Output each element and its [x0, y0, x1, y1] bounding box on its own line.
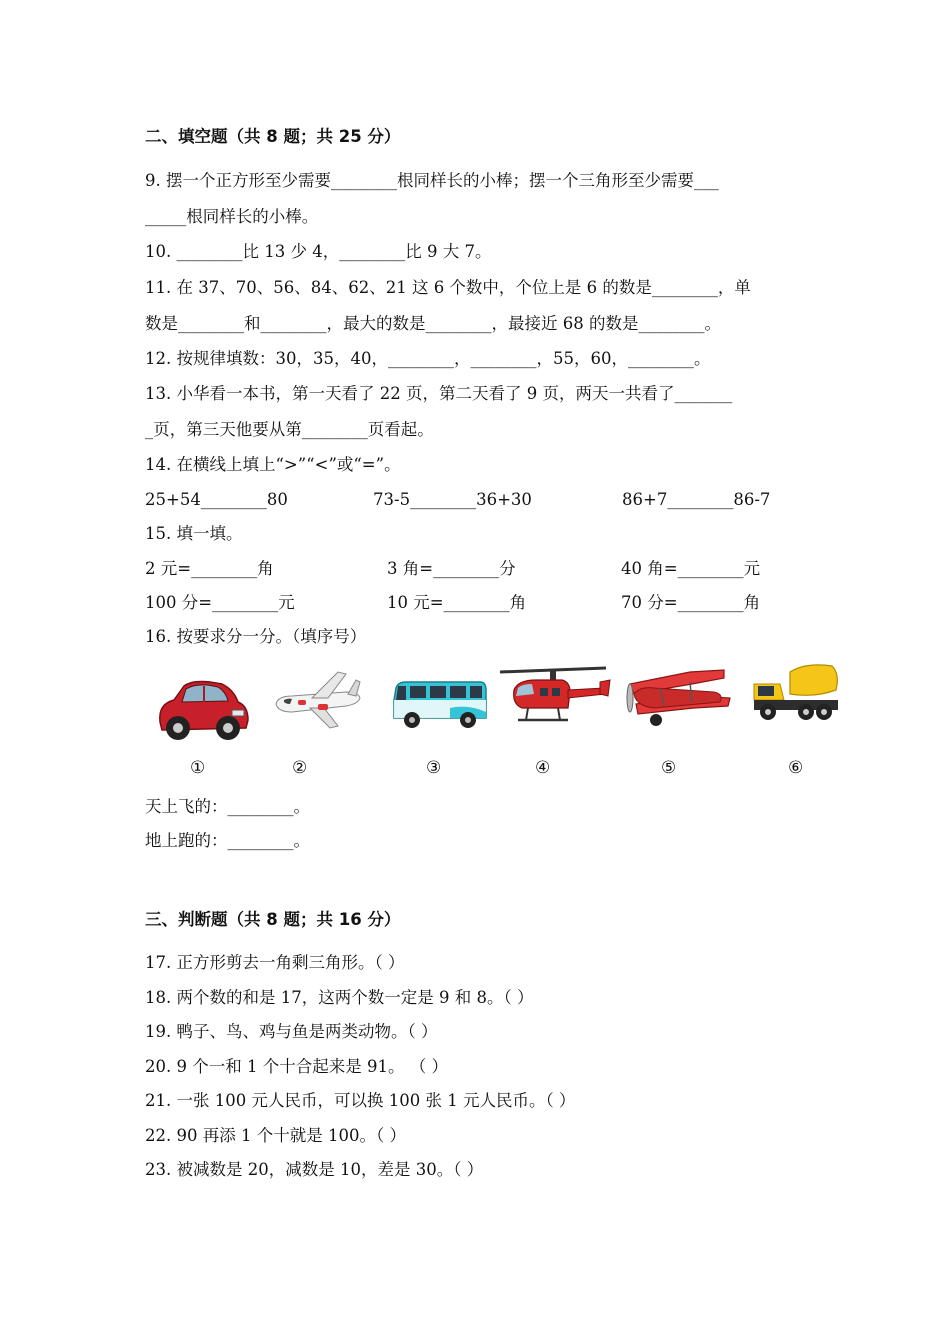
question-15: 15. 填一填。 [145, 524, 243, 543]
question-12: 12. 按规律填数：30，35，40，________，________，55，60，________。 [145, 349, 711, 368]
car-icon [152, 672, 252, 744]
question-10: 10. ________比 13 少 4，________比 9 大 7。 [145, 242, 492, 261]
question-11-line-1: 11. 在 37、70、56、84、62、21 这 6 个数中，个位上是 6 的数是________，单 [145, 278, 751, 297]
vehicle-label-6: ⑥ [788, 758, 804, 778]
vehicle-label-5: ⑤ [661, 758, 677, 778]
question-15-row-2-item-1: 100 分=________元 [145, 593, 295, 612]
question-13-line-1: 13. 小华看一本书，第一天看了 22 页，第二天看了 9 页，两天一共看了_______ [145, 384, 733, 403]
helicopter-icon [496, 664, 616, 730]
question-16: 16. 按要求分一分。（填序号） [145, 627, 367, 646]
question-15-row-1-item-1: 2 元=________角 [145, 559, 274, 578]
question-16-sky: 天上飞的：________。 [145, 797, 310, 816]
question-22: 22. 90 再添 1 个十就是 100。（ ） [145, 1126, 406, 1145]
question-21: 21. 一张 100 元人民币，可以换 100 张 1 元人民币。（ ） [145, 1091, 576, 1110]
question-15-row-2-item-3: 70 分=________角 [621, 593, 761, 612]
biplane-icon [620, 664, 736, 732]
question-14-item-2: 73-5________36+30 [373, 490, 532, 509]
cement-truck-icon [750, 660, 842, 724]
vehicle-label-2: ② [292, 758, 308, 778]
vehicle-label-3: ③ [426, 758, 442, 778]
vehicle-label-4: ④ [535, 758, 551, 778]
question-16-ground: 地上跑的：________。 [145, 831, 310, 850]
jet-plane-icon [268, 668, 364, 732]
question-15-row-2-item-2: 10 元=________角 [387, 593, 527, 612]
vehicle-label-1: ① [190, 758, 206, 778]
section-3-heading: 三、判断题（共 8 题；共 16 分） [145, 910, 401, 929]
question-13-line-2: _页，第三天他要从第________页看起。 [145, 420, 434, 439]
question-14-item-3: 86+7________86-7 [622, 490, 771, 509]
question-19: 19. 鸭子、鸟、鸡与鱼是两类动物。（ ） [145, 1022, 438, 1041]
question-15-row-1-item-2: 3 角=________分 [387, 559, 516, 578]
question-17: 17. 正方形剪去一角剩三角形。（ ） [145, 953, 405, 972]
question-20: 20. 9 个一和 1 个十合起来是 91。 （ ） [145, 1057, 448, 1076]
question-11-line-2: 数是________和________，最大的数是________，最接近 68 的数是________。 [145, 314, 721, 333]
question-9-line-2: _____根同样长的小棒。 [145, 207, 319, 226]
section-2-heading: 二、填空题（共 8 题；共 25 分） [145, 127, 401, 146]
question-15-row-1-item-3: 40 角=________元 [621, 559, 761, 578]
question-14: 14. 在横线上填上“>”“<”或“=”。 [145, 455, 401, 474]
bus-icon [390, 678, 490, 730]
question-9-line-1: 9. 摆一个正方形至少需要________根同样长的小棒；摆一个三角形至少需要___ [145, 171, 719, 190]
question-23: 23. 被减数是 20，减数是 10，差是 30。（ ） [145, 1160, 484, 1179]
question-18: 18. 两个数的和是 17，这两个数一定是 9 和 8。（ ） [145, 988, 534, 1007]
question-14-item-1: 25+54________80 [145, 490, 288, 509]
